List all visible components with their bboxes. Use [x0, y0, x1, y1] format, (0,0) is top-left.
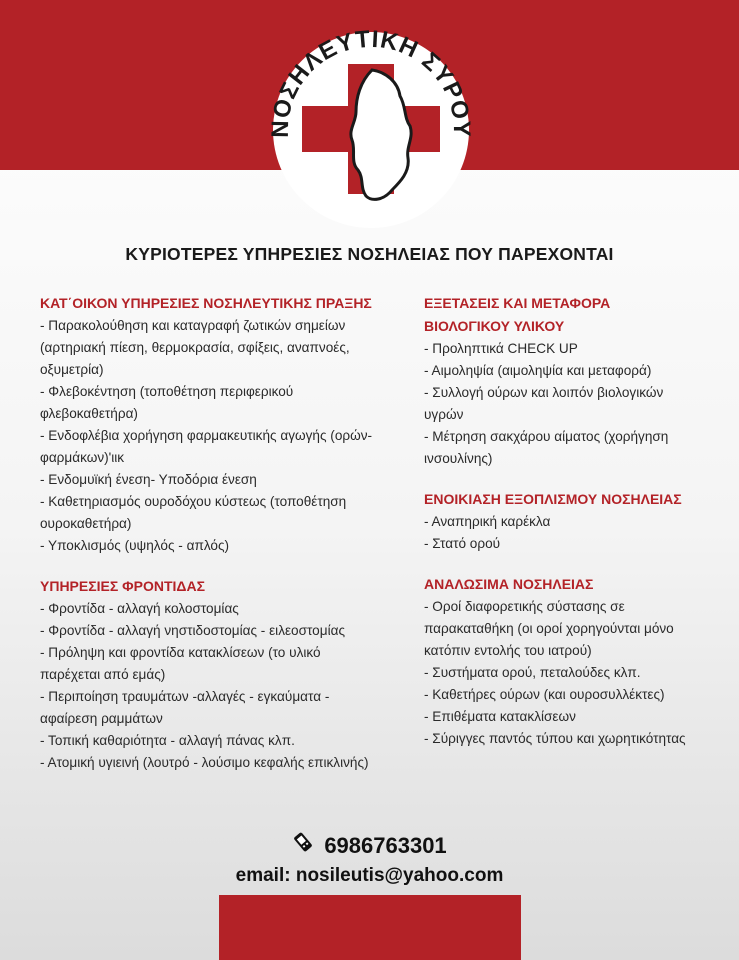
- list-item: οξυμετρία): [40, 362, 104, 377]
- left-column: [40, 292, 400, 792]
- section-title: ΥΠΗΡΕΣΙΕΣ ΦΡΟΝΤΙΔΑΣ: [40, 578, 205, 594]
- red-cross-island-logo: [260, 6, 482, 228]
- service-list: [40, 598, 400, 774]
- section-consumables: [424, 573, 724, 750]
- email-address[interactable]: email: nosileutis@yahoo.com: [235, 865, 504, 886]
- list-item: φλεβοκαθετήρα): [40, 406, 138, 421]
- list-item: ινσουλίνης): [424, 451, 493, 466]
- logo: [260, 6, 482, 228]
- phone-line: [0, 830, 739, 862]
- page-title: ΚΥΡΙΟΤΕΡΕΣ ΥΠΗΡΕΣΙΕΣ ΝΟΣΗΛΕΙΑΣ ΠΟΥ ΠΑΡΕΧΟΝΤΑΙ: [125, 244, 614, 264]
- list-item: - Οροί διαφορετικής σύστασης σε: [424, 599, 625, 614]
- list-item: - Επιθέματα κατακλίσεων: [424, 709, 576, 724]
- list-item: - Φροντίδα - αλλαγή νηστιδοστομίας - ειλεοστομίας: [40, 623, 345, 638]
- section-title: ΒΙΟΛΟΓΙΚΟΥ ΥΛΙΚΟΥ: [424, 318, 565, 334]
- list-item: υγρών: [424, 407, 464, 422]
- list-item: - Ατομική υγιεινή (λουτρό - λούσιμο κεφαλής επικλινής): [40, 755, 369, 770]
- phone-icon: [292, 830, 314, 862]
- contact-block: [0, 830, 739, 890]
- list-item: - Ενδομυϊκή ένεση- Υποδόρια ένεση: [40, 472, 257, 487]
- logo-text: ΝΟΣΗΛΕΥΤΙΚΗ ΣΥΡΟΥ: [266, 25, 476, 138]
- list-item: (αρτηριακή πίεση, θερμοκρασία, σφίξεις, αναπνοές,: [40, 340, 350, 355]
- service-list: [424, 338, 724, 470]
- list-item: - Προληπτικά CHECK UP: [424, 341, 578, 356]
- list-item: - Συστήματα ορού, πεταλούδες κλπ.: [424, 665, 641, 680]
- list-item: ουροκαθετήρα): [40, 516, 132, 531]
- list-item: - Σύριγγες παντός τύπου και χωρητικότητας: [424, 731, 686, 746]
- section-title: ΕΞΕΤΑΣΕΙΣ ΚΑΙ ΜΕΤΑΦΟΡΑ: [424, 295, 611, 311]
- section-title: ΑΝΑΛΩΣΙΜΑ ΝΟΣΗΛΕΙΑΣ: [424, 576, 594, 592]
- section-equipment-rental: [424, 488, 724, 555]
- list-item: - Φροντίδα - αλλαγή κολοστομίας: [40, 601, 239, 616]
- section-title: ΚΑΤ΄ΟΙΚΟΝ ΥΠΗΡΕΣΙΕΣ ΝΟΣΗΛΕΥΤΙΚΗΣ ΠΡΑΞΗΣ: [40, 295, 372, 311]
- section-lab-tests: [424, 292, 724, 470]
- list-item: φαρμάκων)'ιικ: [40, 450, 125, 465]
- list-item: παρέχεται από εμάς): [40, 667, 166, 682]
- list-item: - Στατό ορού: [424, 536, 501, 551]
- list-item: - Αιμοληψία (αιμοληψία και μεταφορά): [424, 363, 652, 378]
- phone-number[interactable]: 6986763301: [324, 833, 447, 858]
- section-title: ΕΝΟΙΚΙΑΣΗ ΕΞΟΠΛΙΣΜΟΥ ΝΟΣΗΛΕΙΑΣ: [424, 491, 682, 507]
- list-item: - Καθετηριασμός ουροδόχου κύστεως (τοποθέτηση: [40, 494, 347, 509]
- list-item: - Τοπική καθαριότητα - αλλαγή πάνας κλπ.: [40, 733, 295, 748]
- section-care-services: [40, 575, 400, 774]
- list-item: αφαίρεση ραμμάτων: [40, 711, 163, 726]
- section-home-nursing: [40, 292, 400, 557]
- service-list: [424, 511, 724, 555]
- list-item: - Ενδοφλέβια χορήγηση φαρμακευτικής αγωγής (ορών-: [40, 428, 373, 443]
- list-item: - Πρόληψη και φροντίδα κατακλίσεων (το υλικό: [40, 645, 321, 660]
- footer-band: [219, 895, 521, 960]
- list-item: - Φλεβοκέντηση (τοποθέτηση περιφερικού: [40, 384, 294, 399]
- service-list: [424, 596, 724, 750]
- list-item: - Υποκλισμός (υψηλός - απλός): [40, 538, 230, 553]
- list-item: - Μέτρηση σακχάρου αίματος (χορήγηση: [424, 429, 669, 444]
- list-item: - Περιποίηση τραυμάτων -αλλαγές - εγκαύματα -: [40, 689, 330, 704]
- list-item: - Αναπηρική καρέκλα: [424, 514, 551, 529]
- list-item: - Καθετήρες ούρων (και ουροσυλλέκτες): [424, 687, 665, 702]
- right-column: [424, 292, 724, 768]
- list-item: παρακαταθήκη (οι οροί χορηγούνται μόνο: [424, 621, 674, 636]
- list-item: - Παρακολούθηση και καταγραφή ζωτικών σημείων: [40, 318, 346, 333]
- list-item: - Συλλογή ούρων και λοιπόν βιολογικών: [424, 385, 664, 400]
- service-list: [40, 315, 400, 557]
- list-item: κατόπιν εντολής του ιατρού): [424, 643, 592, 658]
